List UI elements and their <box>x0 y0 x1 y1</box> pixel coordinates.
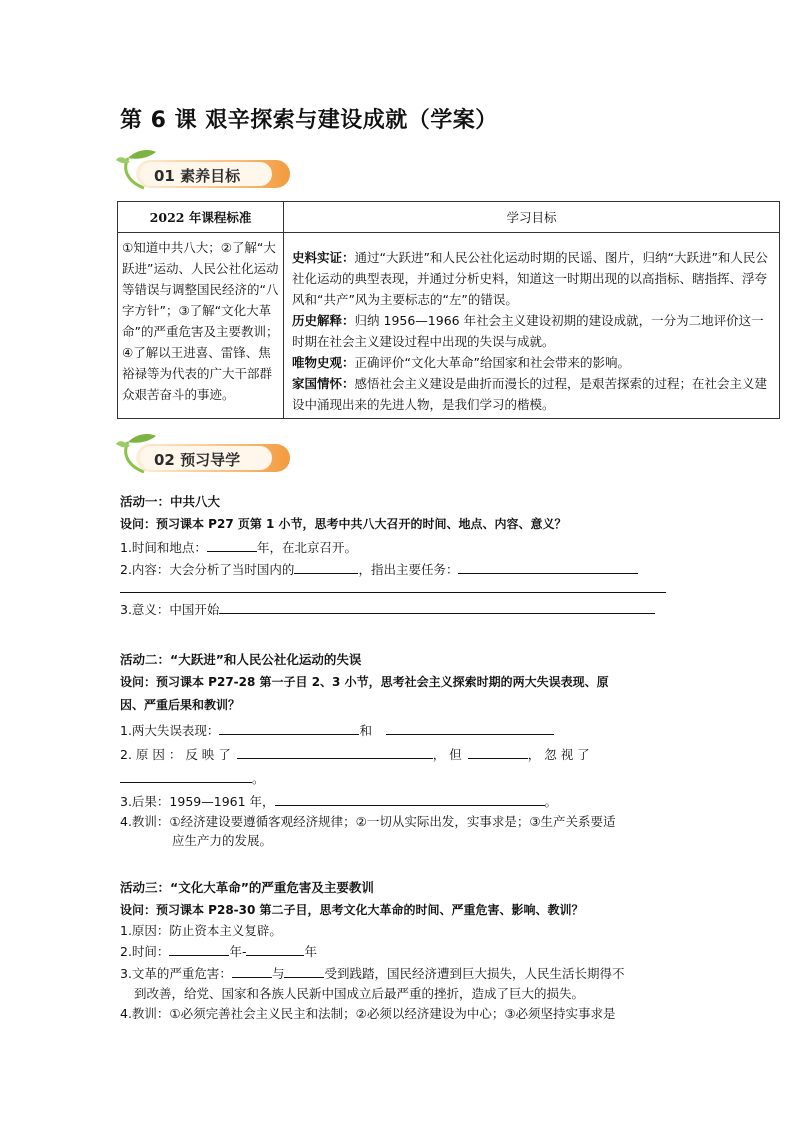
activity-1-question: 设问：预习课本 P27 页第 1 小节，思考中共八大召开的时间、地点、内容、意义？ <box>120 517 567 531</box>
learning-goals-cell <box>284 233 780 419</box>
goal-item: 家国情怀：感悟社会主义建设是曲折而漫长的过程，是艰苦探索的过程；在社会主义建设中涌现出来的先进人物，是我们学习的楷模。 <box>292 376 768 412</box>
activity-3-item-1: 1.原因：防止资本主义复辟。 <box>120 923 282 938</box>
activity-3-item-3-cont: 到改善，给党、国家和各族人民新中国成立后最严重的挫折，造成了巨大的损失。 <box>134 986 585 1001</box>
blank[interactable] <box>120 769 252 783</box>
activity-2-item-4-cont: 应生产力的发展。 <box>172 833 273 848</box>
activity-1-item-2: 2.内容：大会分析了当时国内的 ，指出主要任务： <box>120 560 638 578</box>
activity-2-item-1: 1.两大失误表现： 和 <box>120 721 554 739</box>
blank[interactable] <box>386 721 554 735</box>
activity-2-item-2: 2. 原 因 ： 反 映 了 ， 但 ， 忽 视 了 <box>120 747 590 762</box>
activity-2-item-4: 4.教训：①经济建设要遵循客观经济规律；②一切从实际出发，实事求是；③生产关系要适 <box>120 814 616 829</box>
goal-item: 史料实证：通过“大跃进”和人民公社化运动时期的民谣、图片，归纳“大跃进”和人民公社化运动的典型表现，并通过分析史料，知道这一时期出现的以高指标、瞎指挥、浮夸风和“共产”风为主要标志的“左”的错误。 <box>292 250 768 307</box>
activity-1-item-3: 3.意义：中国开始 <box>120 600 655 618</box>
section-label: 02 预习导学 <box>154 451 241 469</box>
table-header-standard: 2022 年课程标准 <box>118 202 284 233</box>
blank[interactable] <box>237 745 433 759</box>
blank[interactable] <box>219 721 359 735</box>
goal-item: 唯物史观：正确评价“文化大革命”给国家和社会带来的影响。 <box>292 355 630 370</box>
blank[interactable] <box>458 560 638 574</box>
curriculum-standard-cell: ①知道中共八大；②了解“大跃进”运动、人民公社化运动等错误与调整国民经济的“八字方针”；③了解“文化大革命”的严重危害及主要教训；④了解以王进喜、雷锋、焦裕禄等为代表的广大干部群众艰苦奋斗的事迹。 <box>118 233 284 419</box>
activity-2-item-3: 3.后果：1959—1961 年， 。 <box>120 794 558 809</box>
blank[interactable] <box>246 942 304 956</box>
goal-item: 历史解释：归纳 1956—1966 年社会主义建设初期的建设成就，一分为二地评价这一时期在社会主义建设过程中出现的失误与成就。 <box>292 313 764 349</box>
activity-2-question: 设问：预习课本 P27-28 第一子目 2、3 小节，思考社会主义探索时期的两大失误表现、原 <box>120 675 609 689</box>
table-header-goals: 学习目标 <box>284 202 780 233</box>
activity-3-item-2: 2.时间： 年- 年 <box>120 944 317 959</box>
section-header-goals <box>114 146 294 190</box>
page-title: 第 6 课 艰辛探索与建设成就（学案） <box>120 108 498 133</box>
blank[interactable] <box>219 600 655 614</box>
activity-2-title: 活动二：“大跃进”和人民公社化运动的失误 <box>120 652 362 667</box>
activity-2-item-2-cont: 。 <box>120 769 265 787</box>
blank[interactable] <box>275 792 545 806</box>
blank[interactable] <box>284 964 324 978</box>
blank[interactable] <box>468 745 528 759</box>
section-header-preview <box>114 430 294 474</box>
activity-1-title: 活动一：中共八大 <box>120 494 221 509</box>
blank[interactable] <box>294 560 358 574</box>
answer-line[interactable] <box>120 592 666 593</box>
blank[interactable] <box>207 538 257 552</box>
activity-3-title: 活动三：“文化大革命”的严重危害及主要教训 <box>120 880 374 895</box>
activity-1-item-1: 1.时间和地点： 年，在北京召开。 <box>120 540 357 555</box>
blank[interactable] <box>169 942 229 956</box>
section-label: 01 素养目标 <box>154 167 241 185</box>
activity-3-question: 设问：预习课本 P28-30 第二子目，思考文化大革命的时间、严重危害、影响、教训？ <box>120 903 584 917</box>
blank[interactable] <box>232 964 272 978</box>
objectives-table <box>117 201 780 419</box>
activity-3-item-4: 4.教训：①必须完善社会主义民主和法制；②必须以经济建设为中心；③必须坚持实事求是 <box>120 1006 616 1021</box>
activity-3-item-3: 3.文革的严重危害： 与 受到践踏，国民经济遭到巨大损失，人民生活长期得不 <box>120 966 625 981</box>
activity-2-question-cont: 因、严重后果和教训？ <box>120 698 241 712</box>
